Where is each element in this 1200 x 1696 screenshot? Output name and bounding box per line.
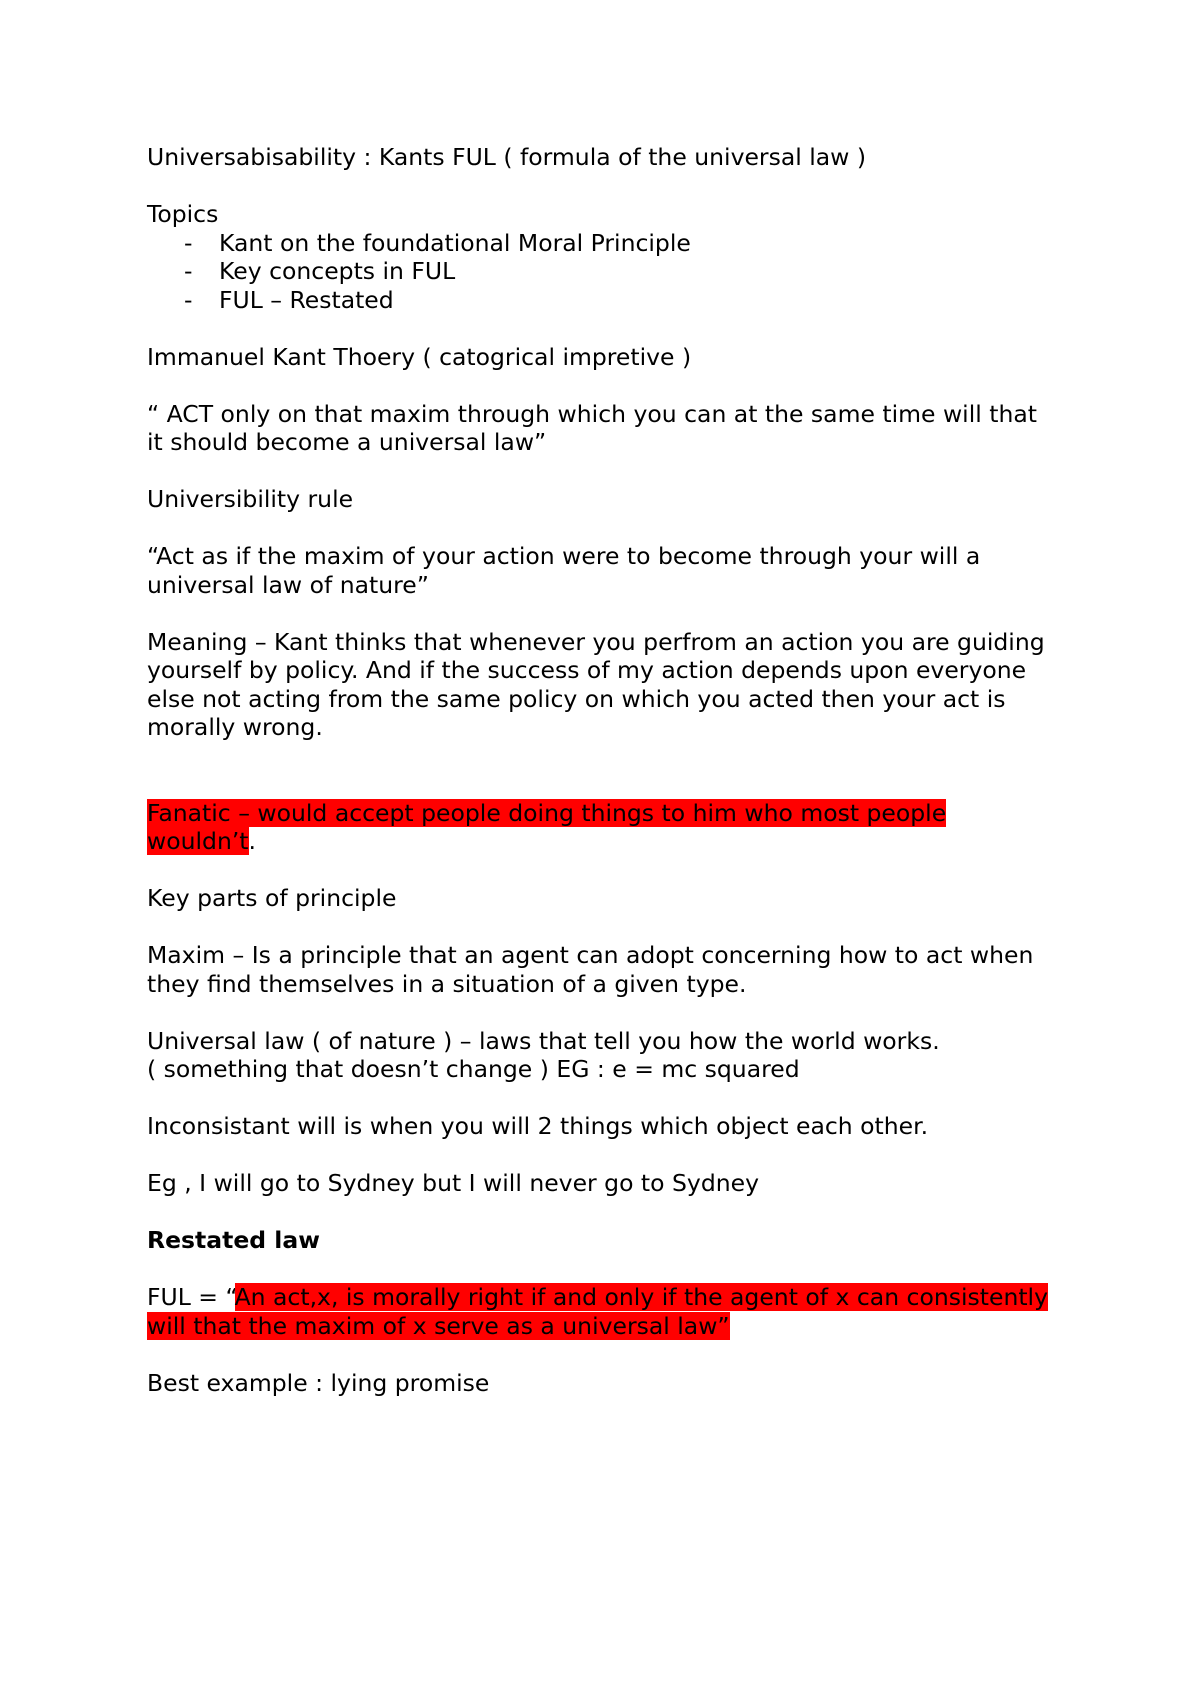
maxim-definition: Maxim – Is a principle that an agent can adopt concerning how to act when they find themselves in a situation of a given type. [147, 941, 1034, 998]
topic-label: Kant on the foundational Moral Principle [219, 228, 691, 257]
topic-label: FUL – Restated [219, 285, 394, 314]
topic-item [147, 257, 1052, 286]
dash-bullet-icon: - [184, 285, 193, 314]
fanatic-tail: . [248, 827, 257, 855]
sydney-example: Eg , I will go to Sydney but I will never go to Sydney [147, 1169, 759, 1197]
topics-list [147, 229, 1052, 315]
dash-bullet-icon: - [184, 257, 193, 285]
ful-prefix: FUL = “ [147, 1283, 235, 1311]
best-example: Best example : lying promise [147, 1368, 490, 1397]
dash-bullet-icon: - [184, 228, 193, 257]
universibility-quote: “Act as if the maxim of your action were to become through your will a universal law of nature” [147, 542, 981, 599]
meaning-paragraph: Meaning – Kant thinks that whenever you perfrom an action you are guiding yourself by policy. And if the success of my action depends upon everyone else not acting from the same policy on which you acted then your act is morally wrong. [147, 627, 1045, 741]
document-title: Universabisability : Kants FUL ( formula of the universal law ) [147, 143, 867, 171]
key-parts-heading: Key parts of principle [147, 884, 397, 912]
categorical-imperative-quote: “ ACT only on that maxim through which you can at the same time will that it should become a universal law” [147, 399, 1037, 456]
universal-law-definition [147, 1027, 1052, 1084]
rule-heading: Universibility rule [147, 485, 354, 513]
blank-line [147, 770, 1052, 799]
topic-item [147, 229, 1052, 258]
universal-law-line-1: Universal law ( of nature ) – laws that tell you how the world works. [147, 1026, 940, 1055]
document-body [147, 143, 1052, 1426]
highlighted-text: An act,x, is morally right if and only if the agent of x can consistently will that the maxim of x serve as a universal law” [147, 1283, 1048, 1340]
theory-heading: Immanuel Kant Thoery ( catogrical impretive ) [147, 342, 692, 371]
inconsistent-will-definition: Inconsistant will is when you will 2 things which object each other. [147, 1112, 929, 1140]
topic-item [147, 286, 1052, 315]
restated-heading: Restated law [147, 1226, 320, 1254]
topics-heading: Topics [147, 200, 219, 228]
universal-law-line-2: ( something that doesn’t change ) EG : e = mc squared [147, 1055, 800, 1083]
highlighted-text: Fanatic – would accept people doing things to him who most people wouldn’t [147, 798, 947, 855]
topic-label: Key concepts in FUL [219, 257, 456, 285]
fanatic-paragraph [147, 799, 1052, 856]
ful-restated [147, 1283, 1052, 1340]
